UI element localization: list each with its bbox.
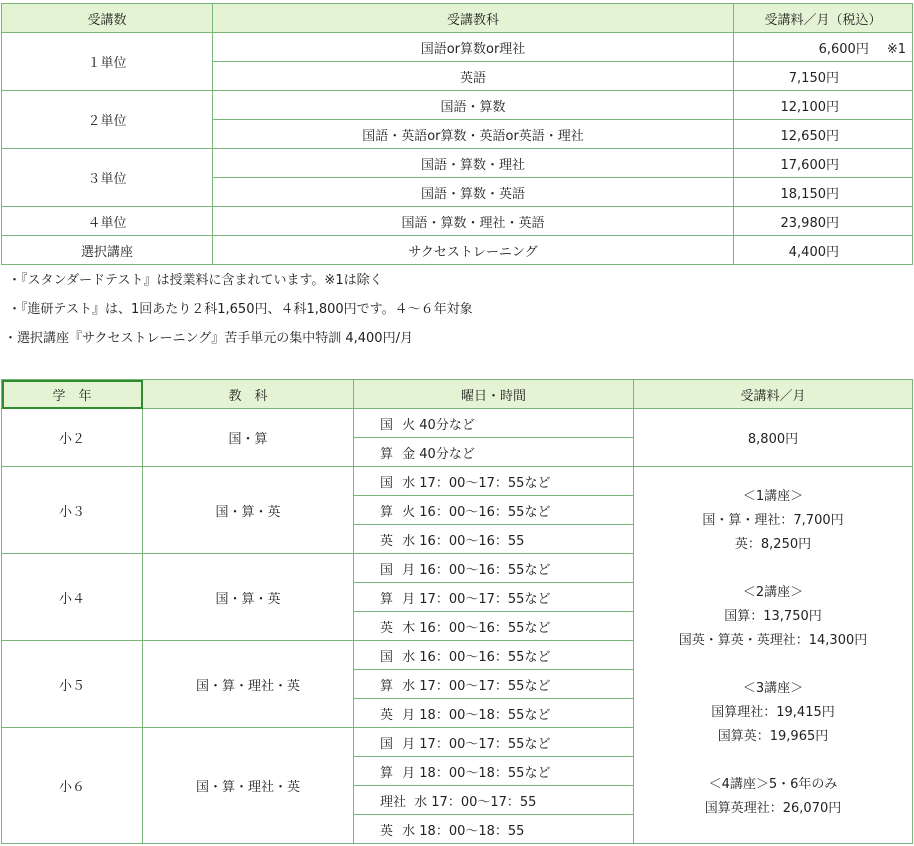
slot-time: 月 16：00～16：55など: [402, 562, 551, 578]
unit-subjects: 国語or算数or理社: [213, 33, 734, 62]
slot-subject: 英: [380, 533, 394, 549]
unit-price: 12,650円: [734, 120, 913, 149]
grade-cell: 小６: [2, 728, 143, 844]
unit-price: 23,980円: [734, 207, 913, 236]
header-subjects: 教 科: [143, 380, 354, 409]
table-row: [2, 409, 913, 438]
subjects-cell: 国・算・理社・英: [143, 641, 354, 728]
slot-time: 水 17：00～17：55: [414, 794, 537, 810]
table-header-row: [2, 4, 913, 33]
schedule-cell: [354, 583, 634, 612]
slot-time: 火 40分など: [402, 417, 475, 433]
table-row: [2, 207, 913, 236]
slot-time: 月 17：00～17：55など: [402, 591, 551, 607]
fee-line: 国・算・理社：7,700円: [702, 513, 844, 528]
schedule-cell: [354, 815, 634, 844]
header-fee: 受講料／月: [634, 380, 913, 409]
fee-block: [634, 467, 913, 844]
slot-time: 水 16：00～16：55など: [402, 649, 551, 665]
schedule-cell: [354, 467, 634, 496]
fee-line: 国算理社：19,415円: [711, 705, 835, 720]
slot-subject: 国: [380, 736, 394, 752]
unit-price: 4,400円: [734, 236, 913, 265]
schedule-cell: [354, 612, 634, 641]
schedule-cell: [354, 409, 634, 438]
table-row: [2, 467, 913, 496]
fee-line: 国算：13,750円: [724, 609, 822, 624]
unit-subjects: 国語・算数・理社・英語: [213, 207, 734, 236]
slot-time: 水 16：00～16：55: [402, 533, 525, 549]
note-success-training: ・選択講座『サクセストレーニング』苦手単元の集中特訓 4,400円/月: [4, 331, 413, 346]
header-price: 受講料／月（税込）: [734, 4, 913, 33]
subjects-cell: 国・算・英: [143, 467, 354, 554]
schedule-cell: [354, 786, 634, 815]
slot-subject: 英: [380, 707, 394, 723]
subjects-cell: 国・算・理社・英: [143, 728, 354, 844]
slot-subject: 算: [380, 446, 394, 462]
slot-time: 水 18：00～18：55: [402, 823, 525, 839]
note-shinken-test: ・『進研テスト』は、1回あたり２科1,650円、４科1,800円です。４～６年対象: [8, 302, 473, 317]
slot-subject: 算: [380, 765, 394, 781]
fee-line: 国英・算英・英理社：14,300円: [678, 633, 868, 648]
slot-time: 火 16：00～16：55など: [402, 504, 551, 520]
header-subjects: 受講教科: [213, 4, 734, 33]
schedule-cell: [354, 670, 634, 699]
unit-price: 17,600円: [734, 149, 913, 178]
fee-line: 国算英：19,965円: [717, 729, 829, 744]
slot-time: 水 17：00～17：55など: [402, 678, 551, 694]
schedule-cell: [354, 438, 634, 467]
unit-price: 12,100円: [734, 91, 913, 120]
unit-price: 18,150円: [734, 178, 913, 207]
schedule-table: [1, 379, 913, 844]
fee-line: ＜2講座＞: [742, 585, 804, 600]
schedule-cell: [354, 641, 634, 670]
slot-subject: 算: [380, 591, 394, 607]
slot-subject: 英: [380, 620, 394, 636]
fee-spacer: [640, 653, 906, 677]
table-row: [2, 236, 913, 265]
unit-price: [734, 33, 913, 62]
slot-subject: 国: [380, 562, 394, 578]
header-grade[interactable]: 学 年: [2, 380, 143, 409]
footnote-mark: ※1: [886, 41, 906, 57]
table-header-row: [2, 380, 913, 409]
slot-time: 水 17：00～17：55など: [402, 475, 551, 491]
fee-spacer: [640, 557, 906, 581]
schedule-cell: [354, 496, 634, 525]
slot-time: 月 17：00～17：55など: [402, 736, 551, 752]
subjects-cell: 国・算: [143, 409, 354, 467]
fee-cell: 8,800円: [634, 409, 913, 467]
unit-subjects: サクセストレーニング: [213, 236, 734, 265]
grade-cell: 小４: [2, 554, 143, 641]
unit-subjects: 国語・算数: [213, 91, 734, 120]
fee-line: 国算英理社：26,070円: [704, 801, 842, 816]
schedule-cell: [354, 525, 634, 554]
unit-count: ３単位: [2, 149, 213, 207]
grade-cell: 小５: [2, 641, 143, 728]
schedule-cell: [354, 554, 634, 583]
unit-subjects: 国語・算数・理社: [213, 149, 734, 178]
slot-subject: 理社: [380, 794, 407, 810]
price-value: 6,600円: [818, 41, 869, 57]
price-table-units: [1, 3, 913, 265]
unit-count: ４単位: [2, 207, 213, 236]
header-schedule: 曜日・時間: [354, 380, 634, 409]
slot-subject: 算: [380, 678, 394, 694]
fee-line: ＜1講座＞: [742, 489, 804, 504]
subjects-cell: 国・算・英: [143, 554, 354, 641]
slot-time: 木 16：00～16：55など: [402, 620, 551, 636]
grade-cell: 小３: [2, 467, 143, 554]
slot-subject: 英: [380, 823, 394, 839]
grade-cell: 小２: [2, 409, 143, 467]
schedule-cell: [354, 728, 634, 757]
schedule-cell: [354, 699, 634, 728]
fee-spacer: [640, 749, 906, 773]
slot-subject: 算: [380, 504, 394, 520]
slot-subject: 国: [380, 417, 394, 433]
table-row: [2, 33, 913, 62]
unit-count: ２単位: [2, 91, 213, 149]
slot-time: 月 18：00～18：55など: [402, 707, 551, 723]
unit-count: １単位: [2, 33, 213, 91]
unit-price: 7,150円: [734, 62, 913, 91]
unit-subjects: 英語: [213, 62, 734, 91]
unit-subjects: 国語・英語or算数・英語or英語・理社: [213, 120, 734, 149]
fee-line: 英：8,250円: [734, 537, 812, 552]
unit-subjects: 国語・算数・英語: [213, 178, 734, 207]
unit-count: 選択講座: [2, 236, 213, 265]
note-standard-test: ・『スタンダードテスト』は授業料に含まれています。※1は除く: [8, 273, 383, 288]
slot-subject: 国: [380, 475, 394, 491]
table-row: [2, 149, 913, 178]
schedule-cell: [354, 757, 634, 786]
table-row: [2, 91, 913, 120]
slot-time: 月 18：00～18：55など: [402, 765, 551, 781]
header-count: 受講数: [2, 4, 213, 33]
fee-line: ＜3講座＞: [742, 681, 804, 696]
slot-subject: 国: [380, 649, 394, 665]
fee-line: ＜4講座＞5・6年のみ: [708, 777, 838, 792]
slot-time: 金 40分など: [402, 446, 475, 462]
